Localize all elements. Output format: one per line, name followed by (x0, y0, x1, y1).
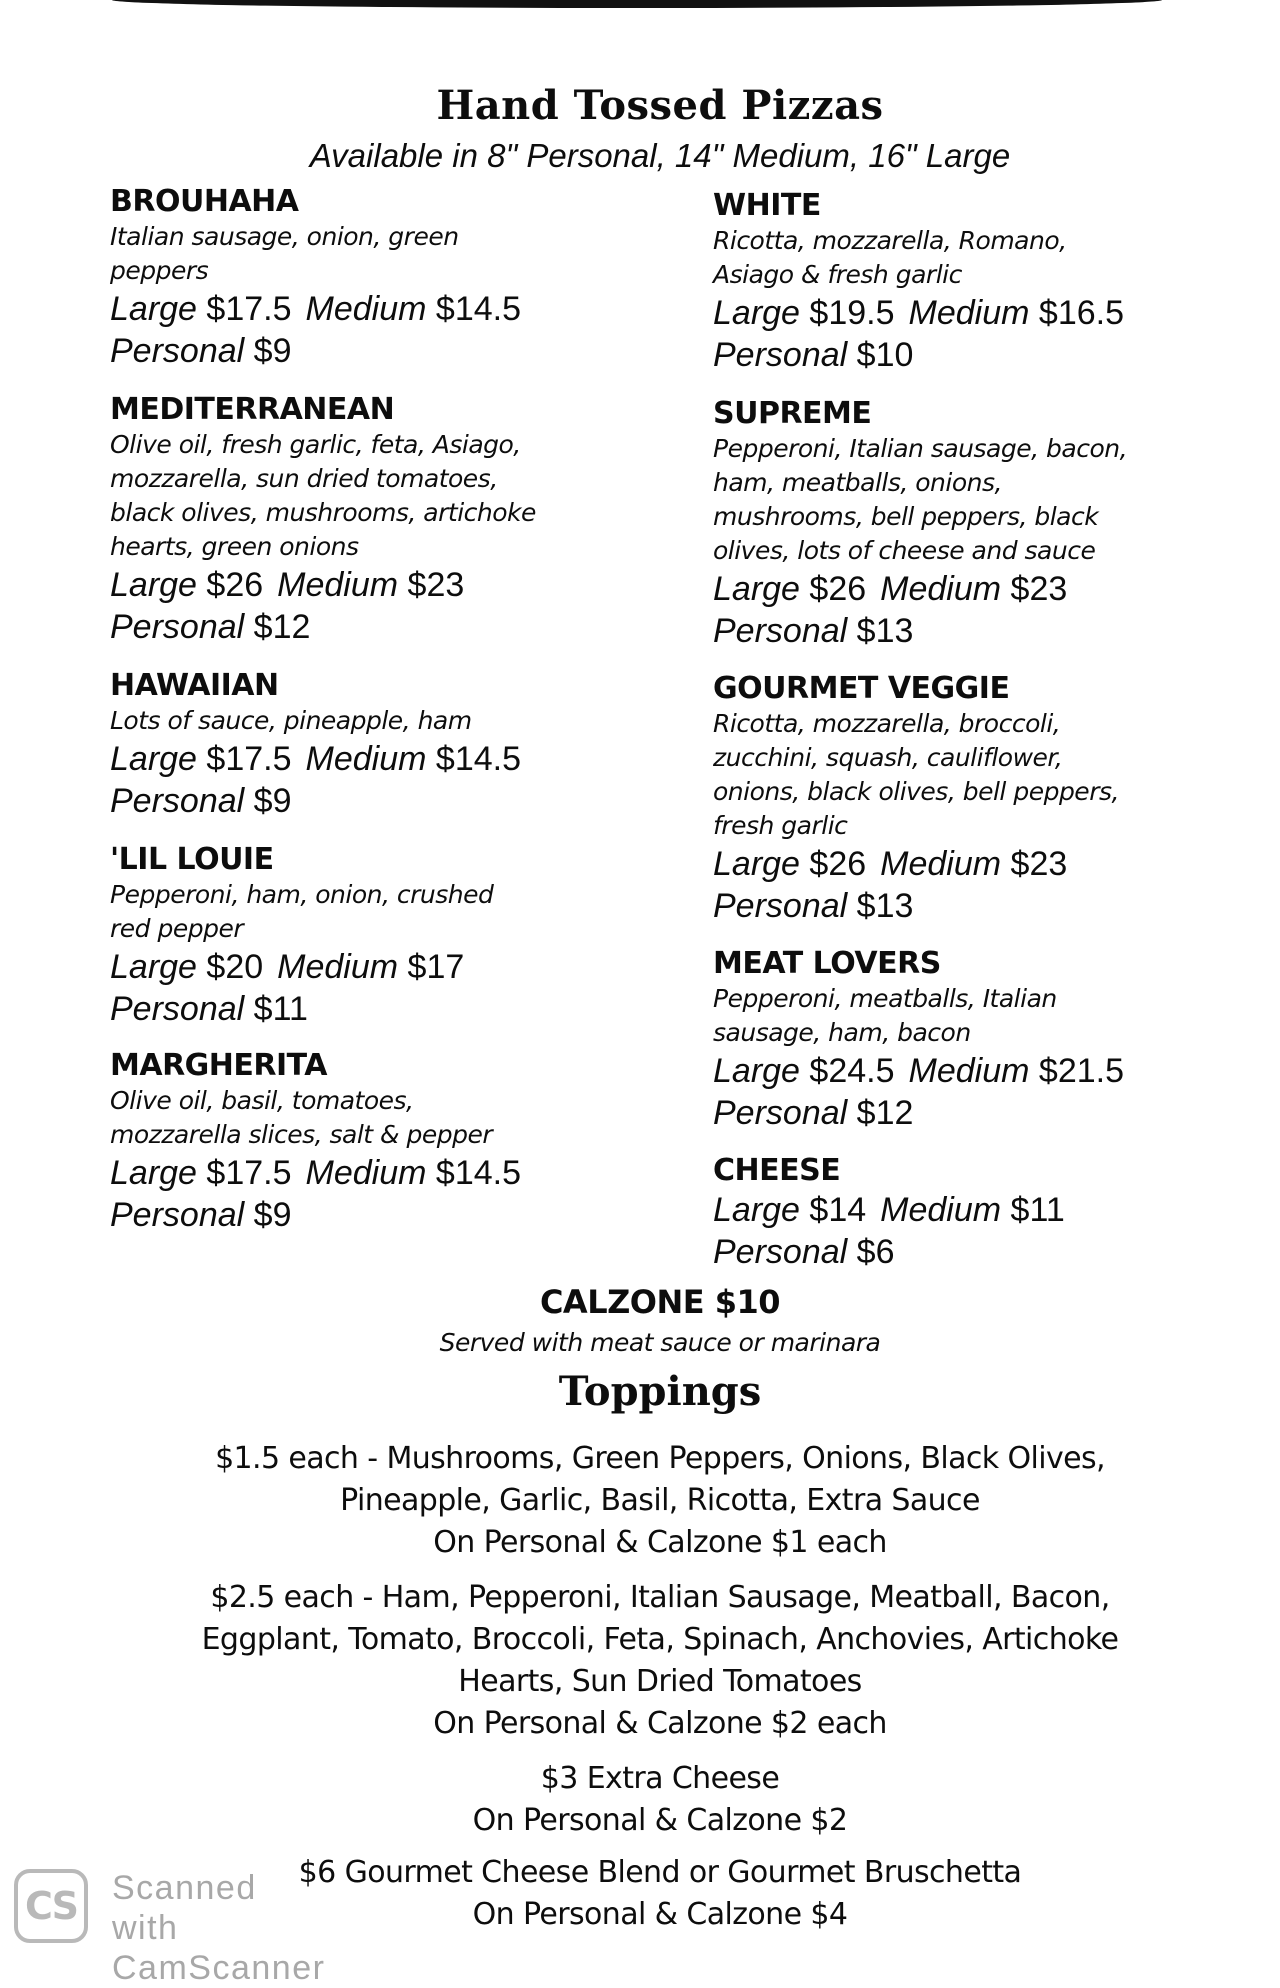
price-personal: $9 (253, 782, 292, 820)
price-medium: $21.5 (1038, 1052, 1124, 1090)
size-label-large: Large (110, 948, 197, 986)
price-line-large-medium (110, 564, 670, 606)
size-label-large: Large (110, 290, 197, 328)
size-label-personal: Personal (713, 612, 848, 650)
price-line-large-medium (110, 1152, 670, 1194)
price-large: $17.5 (206, 740, 292, 778)
price-large: $20 (206, 948, 264, 986)
watermark-line-1: Scanned with (112, 1869, 257, 1947)
price-line-personal (713, 1092, 1213, 1134)
menu-item-description: olives, lots of cheese and sauce (713, 536, 1096, 565)
calzone-title: CALZONE $10 (539, 1283, 781, 1321)
size-label-medium: Medium (305, 1154, 427, 1192)
toppings-line: $6 Gourmet Cheese Blend or Gourmet Bruschetta (298, 1855, 1022, 1890)
menu-item-name: SUPREME (713, 396, 872, 431)
price-medium: $11 (1010, 1191, 1065, 1229)
menu-item-hawaiian (110, 668, 670, 822)
price-line-personal (110, 988, 670, 1030)
menu-item-gourmet-veggie (713, 671, 1213, 927)
price-personal: $12 (856, 1094, 914, 1132)
price-line-large-medium (713, 1189, 1213, 1231)
price-personal: $13 (856, 612, 914, 650)
menu-item-name: GOURMET VEGGIE (713, 671, 1010, 706)
camscanner-watermark (112, 1868, 332, 1988)
toppings-line: On Personal & Calzone $1 each (433, 1525, 887, 1560)
menu-item-description: Lots of sauce, pineapple, ham (110, 706, 472, 735)
menu-item-meat-lovers (713, 946, 1213, 1134)
toppings-line: $2.5 each - Ham, Pepperoni, Italian Sausage, Meatball, Bacon, (210, 1580, 1110, 1615)
toppings-line: Eggplant, Tomato, Broccoli, Feta, Spinach, Anchovies, Artichoke (201, 1622, 1119, 1657)
top-border-bar (112, 0, 1162, 8)
price-line-large-medium (713, 1050, 1213, 1092)
menu-item-description: Ricotta, mozzarella, Romano, (713, 226, 1067, 255)
menu-item-margherita (110, 1048, 670, 1236)
price-line-personal (110, 780, 670, 822)
toppings-group (120, 1577, 1200, 1745)
menu-item-mediterranean (110, 392, 670, 648)
toppings-line: On Personal & Calzone $2 each (433, 1706, 887, 1741)
size-label-medium: Medium (880, 845, 1002, 883)
price-medium: $23 (1010, 845, 1068, 883)
menu-item-description: sausage, ham, bacon (713, 1018, 971, 1047)
price-large: $24.5 (809, 1052, 895, 1090)
price-line-large-medium (110, 288, 670, 330)
size-label-medium: Medium (305, 290, 427, 328)
menu-item-description: Olive oil, fresh garlic, feta, Asiago, (110, 430, 521, 459)
size-label-medium: Medium (305, 740, 427, 778)
menu-item-description: Asiago & fresh garlic (713, 260, 962, 289)
toppings-group (120, 1438, 1200, 1564)
size-label-personal: Personal (110, 782, 245, 820)
price-line-large-medium (110, 946, 670, 988)
size-label-large: Large (110, 1154, 197, 1192)
size-label-large: Large (713, 1191, 800, 1229)
size-label-large: Large (713, 845, 800, 883)
size-label-large: Large (713, 1052, 800, 1090)
price-medium: $14.5 (435, 1154, 521, 1192)
price-personal: $9 (253, 1196, 292, 1234)
sizes-subtitle: Available in 8" Personal, 14" Medium, 16" Large (309, 137, 1011, 174)
menu-item-description: onions, black olives, bell peppers, (713, 777, 1119, 806)
menu-item-description: zucchini, squash, cauliflower, (713, 743, 1063, 772)
price-personal: $11 (253, 990, 308, 1028)
toppings-line: $1.5 each - Mushrooms, Green Peppers, Onions, Black Olives, (215, 1441, 1105, 1476)
menu-item-description: Ricotta, mozzarella, broccoli, (713, 709, 1061, 738)
size-label-personal: Personal (713, 887, 848, 925)
price-personal: $13 (856, 887, 914, 925)
menu-item-description: red pepper (110, 914, 244, 943)
toppings-line: $3 Extra Cheese (540, 1761, 780, 1796)
menu-item-description: hearts, green onions (110, 532, 359, 561)
size-label-medium: Medium (277, 948, 399, 986)
menu-item-description: mozzarella, sun dried tomatoes, (110, 464, 498, 493)
size-label-large: Large (713, 570, 800, 608)
size-label-personal: Personal (713, 1094, 848, 1132)
price-line-large-medium (713, 568, 1213, 610)
price-personal: $12 (253, 608, 311, 646)
menu-item-white (713, 188, 1213, 376)
price-line-personal (110, 606, 670, 648)
page-title: Hand Tossed Pizzas (436, 82, 884, 129)
price-line-large-medium (713, 292, 1213, 334)
size-label-personal: Personal (110, 608, 245, 646)
menu-item-description: Olive oil, basil, tomatoes, (110, 1086, 414, 1115)
menu-item-name: CHEESE (713, 1153, 841, 1188)
price-line-large-medium (110, 738, 670, 780)
price-medium: $23 (407, 566, 465, 604)
price-large: $19.5 (809, 294, 895, 332)
price-large: $17.5 (206, 1154, 292, 1192)
menu-item-description: Italian sausage, onion, green (110, 222, 459, 251)
menu-item-description: Pepperoni, ham, onion, crushed (110, 880, 494, 909)
price-personal: $6 (856, 1233, 895, 1271)
menu-item-name: WHITE (713, 188, 821, 223)
price-medium: $14.5 (435, 290, 521, 328)
size-label-large: Large (110, 740, 197, 778)
camscanner-logo: CS (14, 1869, 88, 1943)
price-large: $26 (809, 845, 867, 883)
menu-item-description: mushrooms, bell peppers, black (713, 502, 1099, 531)
menu-item-name: 'LIL LOUIE (110, 842, 274, 877)
price-line-personal (713, 334, 1213, 376)
size-label-personal: Personal (110, 1196, 245, 1234)
size-label-personal: Personal (713, 1233, 848, 1271)
size-label-large: Large (713, 294, 800, 332)
menu-item-name: MEDITERRANEAN (110, 392, 395, 427)
price-large: $26 (809, 570, 867, 608)
toppings-group (120, 1758, 1200, 1842)
toppings-line: On Personal & Calzone $2 (472, 1803, 848, 1838)
size-label-medium: Medium (908, 1052, 1030, 1090)
size-label-medium: Medium (880, 570, 1002, 608)
price-line-personal (713, 885, 1213, 927)
price-line-personal (713, 610, 1213, 652)
price-line-large-medium (713, 843, 1213, 885)
menu-item-description: mozzarella slices, salt & pepper (110, 1120, 493, 1149)
menu-item-brouhaha (110, 184, 670, 372)
toppings-heading: Toppings (558, 1368, 762, 1415)
menu-item-lil-louie (110, 842, 670, 1030)
menu-item-name: HAWAIIAN (110, 668, 279, 703)
menu-item-name: MEAT LOVERS (713, 946, 941, 981)
menu-item-description: ham, meatballs, onions, (713, 468, 1002, 497)
price-large: $17.5 (206, 290, 292, 328)
menu-item-name: BROUHAHA (110, 184, 299, 219)
price-line-personal (713, 1231, 1213, 1273)
price-personal: $9 (253, 332, 292, 370)
price-line-personal (110, 1194, 670, 1236)
size-label-personal: Personal (110, 332, 245, 370)
price-medium: $14.5 (435, 740, 521, 778)
price-personal: $10 (856, 336, 914, 374)
menu-item-name: MARGHERITA (110, 1048, 328, 1083)
price-large: $26 (206, 566, 264, 604)
size-label-medium: Medium (880, 1191, 1002, 1229)
price-medium: $23 (1010, 570, 1068, 608)
toppings-line: Pineapple, Garlic, Basil, Ricotta, Extra Sauce (340, 1483, 980, 1518)
toppings-line: On Personal & Calzone $4 (472, 1897, 848, 1932)
menu-item-cheese (713, 1153, 1213, 1273)
menu-item-description: fresh garlic (713, 811, 848, 840)
menu-item-description: Pepperoni, Italian sausage, bacon, (713, 434, 1128, 463)
menu-item-description: peppers (110, 256, 209, 285)
watermark-line-2: CamScanner (112, 1949, 326, 1987)
size-label-personal: Personal (110, 990, 245, 1028)
menu-item-supreme (713, 396, 1213, 652)
price-line-personal (110, 330, 670, 372)
price-medium: $16.5 (1038, 294, 1124, 332)
toppings-line: Hearts, Sun Dried Tomatoes (458, 1664, 862, 1699)
size-label-medium: Medium (908, 294, 1030, 332)
size-label-personal: Personal (713, 336, 848, 374)
calzone-description: Served with meat sauce or marinara (439, 1328, 881, 1357)
price-medium: $17 (407, 948, 465, 986)
size-label-medium: Medium (277, 566, 399, 604)
size-label-large: Large (110, 566, 197, 604)
menu-item-description: black olives, mushrooms, artichoke (110, 498, 536, 527)
price-large: $14 (809, 1191, 867, 1229)
menu-item-description: Pepperoni, meatballs, Italian (713, 984, 1057, 1013)
